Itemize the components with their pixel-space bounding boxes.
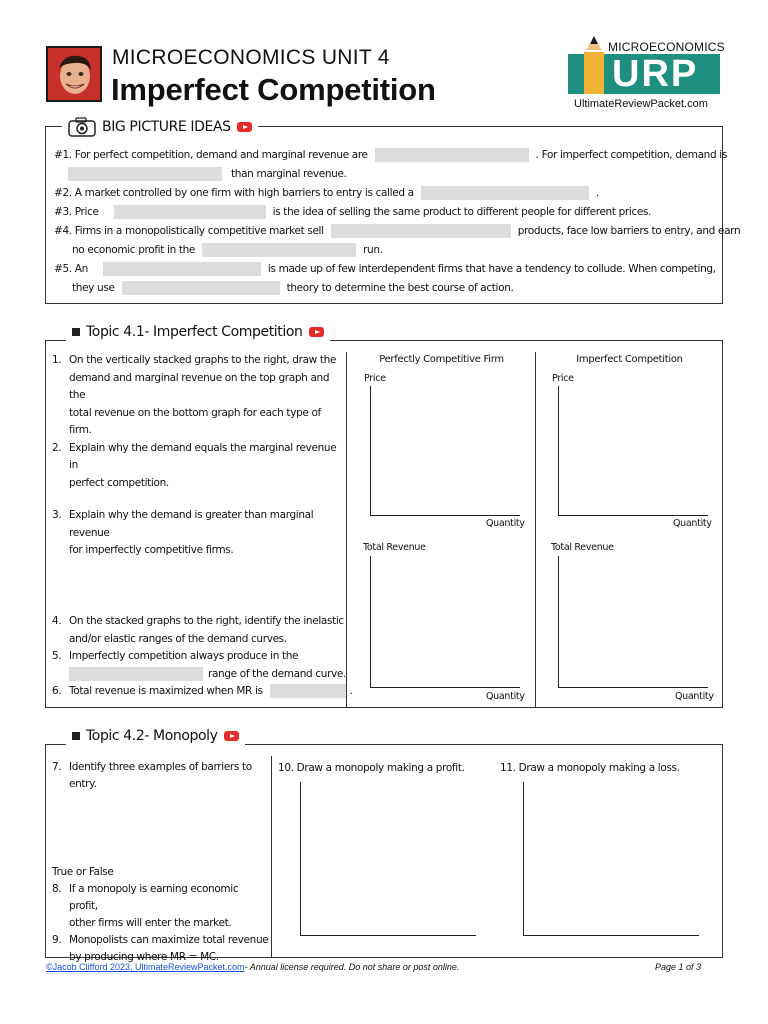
t2-q7: 7. Identify three examples of barriers to entry.: [52, 761, 252, 790]
total-revenue-axis-label: Total Revenue: [363, 542, 426, 553]
quantity-axis-label: Quantity: [675, 691, 714, 702]
camera-icon: [68, 117, 96, 137]
answer-blank[interactable]: [122, 281, 280, 295]
t1-q5: 5. Imperfectly competition always produce in the range of the demand curve.: [52, 650, 346, 680]
t1-q4: 4. On the stacked graphs to the right, identify the inelastic and/or elastic ranges of the demand curves.: [52, 615, 344, 645]
quantity-axis-label: Quantity: [486, 518, 525, 529]
total-revenue-axis-label: Total Revenue: [551, 542, 614, 553]
true-false-label: True or False: [52, 866, 114, 878]
t1-q4-q6: [52, 613, 353, 701]
author-face-icon: [48, 48, 100, 100]
youtube-icon[interactable]: [309, 327, 324, 337]
bp-q2: #2. A market controlled by one firm with high barriers to entry is called a .: [54, 187, 599, 199]
topic2-title: Topic 4.2- Monopoly: [86, 728, 218, 744]
topic2-heading: [66, 725, 245, 747]
bp-q1-line1: #1. For perfect competition, demand and marginal revenue are . For imperfect competition, demand is: [54, 149, 727, 161]
graph-title-perfect: Perfectly Competitive Firm: [379, 354, 504, 365]
bp-q4-line2: no economic profit in the run.: [72, 244, 383, 256]
t1-q1: 1. On the vertically stacked graphs to the right, draw the demand and marginal revenue on the top graph and the total revenue on the bottom graph for each type of firm.: [52, 354, 337, 436]
bullet-square-icon: [72, 328, 80, 336]
graph-perfect-price[interactable]: [370, 386, 520, 516]
topic2-divider: [271, 756, 272, 958]
answer-blank[interactable]: [114, 205, 266, 219]
answer-blank[interactable]: [375, 148, 529, 162]
t2-q11: 11. Draw a monopoly making a loss.: [500, 762, 680, 774]
topic1-title: Topic 4.1- Imperfect Competition: [86, 324, 303, 340]
footer-notice: - Annual license required. Do not share or post online.: [244, 962, 460, 972]
graph-imperfect-tr[interactable]: [558, 556, 708, 688]
answer-blank[interactable]: [103, 262, 261, 276]
page-title: Imperfect Competition: [111, 72, 436, 107]
logo-site-text: UltimateReviewPacket.com: [574, 98, 708, 110]
price-axis-label: Price: [364, 373, 386, 384]
t1-q2: 2. Explain why the demand equals the marginal revenue in perfect competition.: [52, 441, 337, 489]
topic1-questions: [52, 352, 342, 492]
t2-q8: 8. If a monopoly is earning economic profit, other firms will enter the market.: [52, 883, 239, 929]
author-avatar: [46, 46, 102, 102]
bp-q5-line2: they use theory to determine the best course of action.: [72, 282, 514, 294]
t2-tf-section: [52, 864, 270, 966]
answer-blank[interactable]: [202, 243, 356, 257]
big-picture-heading: [62, 116, 258, 138]
bullet-square-icon: [72, 732, 80, 740]
price-axis-label: Price: [552, 373, 574, 384]
logo-top-text: MICROECONOMICS: [608, 40, 725, 54]
graph-perfect-tr[interactable]: [370, 556, 520, 688]
bp-q3: #3. Price is the idea of selling the same product to different people for different prices.: [54, 206, 652, 218]
t2-q10: 10. Draw a monopoly making a profit.: [278, 762, 465, 774]
graph-monopoly-profit[interactable]: [300, 782, 476, 936]
topic1-graph-divider: [535, 352, 536, 708]
page-number: Page 1 of 3: [655, 962, 702, 972]
quantity-axis-label: Quantity: [673, 518, 712, 529]
unit-label: MICROECONOMICS UNIT 4: [112, 46, 390, 69]
t2-q9: 9. Monopolists can maximize total revenue by producing where MR = MC.: [52, 934, 269, 963]
big-picture-title: BIG PICTURE IDEAS: [102, 119, 231, 135]
bp-q1-line2: than marginal revenue.: [54, 165, 719, 184]
footer-link[interactable]: ©Jacob Clifford 2023, UltimateReviewPacket.com: [46, 962, 245, 972]
youtube-icon[interactable]: [237, 122, 252, 132]
bp-q4-line1: #4. Firms in a monopolistically competitive market sell products, face low barriers to entry, and earn: [54, 225, 741, 237]
answer-blank[interactable]: [270, 684, 346, 698]
t1-q6: 6. Total revenue is maximized when MR is .: [52, 685, 353, 697]
graph-imperfect-price[interactable]: [558, 386, 708, 516]
logo-mark: URP: [612, 53, 699, 95]
graph-title-imperfect: Imperfect Competition: [576, 354, 683, 365]
bp-q5-line1: #5. An is made up of few interdependent firms that have a tendency to collude. When competing,: [54, 263, 716, 275]
t1-q3: 3. Explain why the demand is greater than marginal revenue for imperfectly competitive firms.: [52, 509, 314, 556]
youtube-icon[interactable]: [224, 731, 239, 741]
answer-blank[interactable]: [69, 667, 203, 681]
answer-blank[interactable]: [421, 186, 589, 200]
topic1-heading: [66, 321, 330, 343]
urp-logo: [564, 34, 724, 114]
answer-blank[interactable]: [68, 167, 222, 181]
footer: [46, 962, 459, 972]
big-picture-content: [54, 146, 741, 298]
quantity-axis-label: Quantity: [486, 691, 525, 702]
graph-monopoly-loss[interactable]: [523, 782, 699, 936]
answer-blank[interactable]: [331, 224, 511, 238]
